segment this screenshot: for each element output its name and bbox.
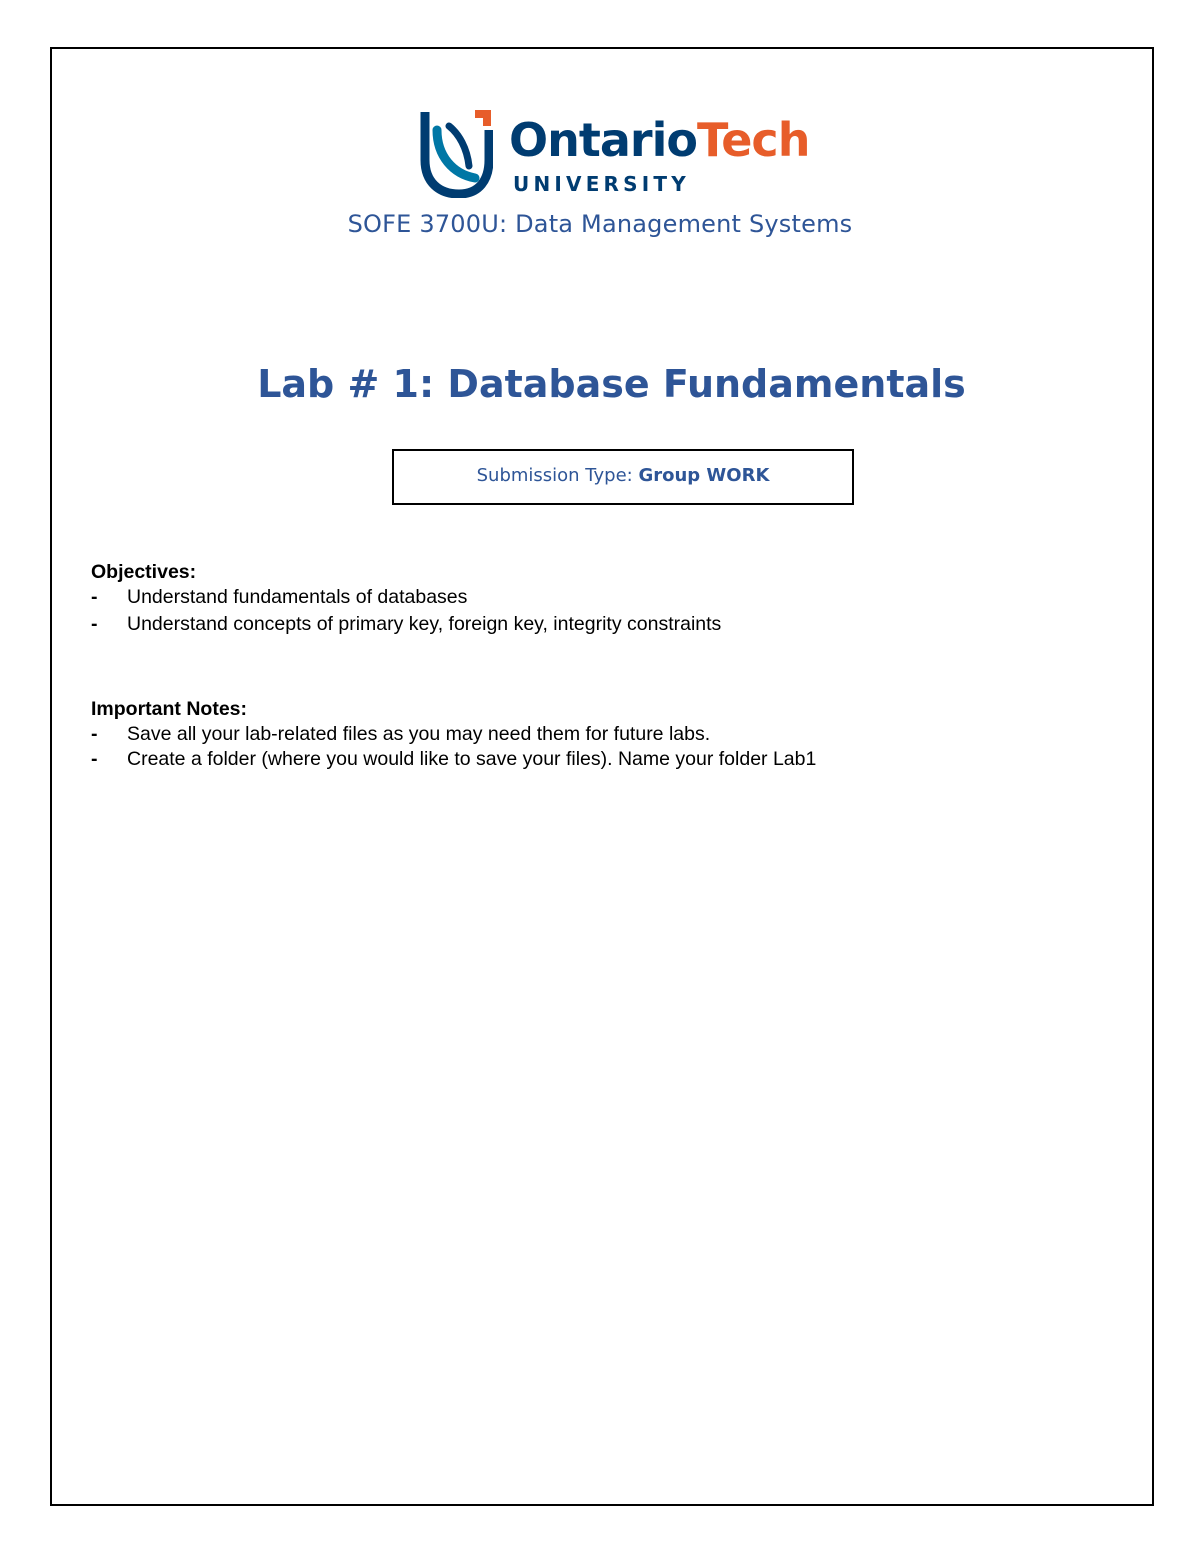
lab-title: Lab # 1: Database Fundamentals <box>257 362 966 406</box>
objectives-section <box>91 560 722 638</box>
university-logo <box>419 108 829 200</box>
ontario-tech-shield-icon <box>419 108 493 198</box>
important-notes-section <box>91 697 817 772</box>
page-border <box>50 47 1154 1506</box>
list-item <box>91 610 722 638</box>
list-item <box>91 722 711 747</box>
submission-type-label: Submission Type: <box>476 465 639 486</box>
bullet-dash: - <box>91 748 98 770</box>
list-item <box>91 585 468 610</box>
objective-item-text: Understand fundamentals of databases <box>127 586 468 608</box>
important-notes-heading: Important Notes: <box>91 698 247 720</box>
note-item-text: Create a folder (where you would like to save your files). Name your folder Lab1 <box>127 748 817 770</box>
list-item <box>91 747 817 772</box>
logo-word-tech: Tech <box>696 113 810 167</box>
bullet-dash: - <box>91 723 98 745</box>
logo-university-label: UNIVERSITY <box>513 172 690 196</box>
course-title: SOFE 3700U: Data Management Systems <box>347 210 853 238</box>
submission-type-box <box>392 449 854 505</box>
bullet-dash: - <box>91 586 98 608</box>
objectives-heading: Objectives: <box>91 561 197 583</box>
logo-wordmark <box>509 114 809 166</box>
bullet-dash: - <box>91 613 98 635</box>
submission-type-value: Group WORK <box>638 465 770 486</box>
objective-item-text: Understand concepts of primary key, foreign key, integrity constraints <box>127 613 722 635</box>
logo-word-ontario: Ontario <box>509 113 697 167</box>
note-item-text: Save all your lab-related files as you may need them for future labs. <box>127 723 711 745</box>
